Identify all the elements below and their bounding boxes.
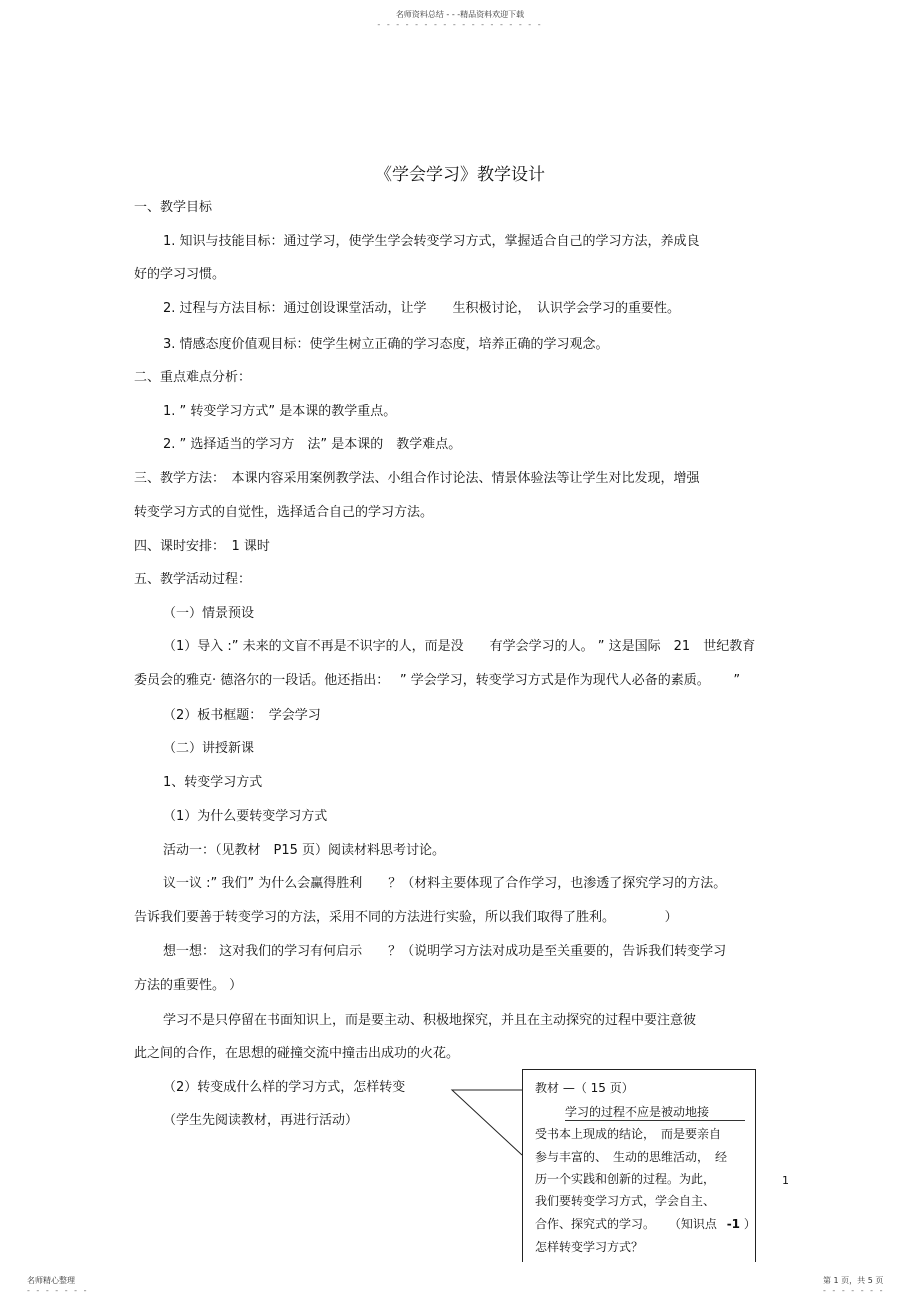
- paragraph-line: （1）为什么要转变学习方式: [163, 809, 328, 824]
- paragraph-line: 1. 知识与技能目标：通过学习，使学生学会转变学习方式，掌握适合自己的学习方法，养成良: [163, 234, 700, 249]
- callout-text: 合作、探究式的学习。: [535, 1217, 656, 1231]
- footer-left-text: 名师精心整理: [27, 1276, 75, 1285]
- paragraph-line: 1. ” 转变学习方式” 是本课的教学重点。: [163, 404, 397, 419]
- paragraph-line: 告诉我们要善于转变学习的方法，采用不同的方法进行实验，所以我们取得了胜利。 ）: [134, 910, 678, 925]
- subsection-heading: （一）情景预设: [163, 606, 255, 621]
- paragraph-line: 活动一：（见教材 P15 页）阅读材料思考讨论。: [163, 843, 446, 858]
- section-heading: 五、教学活动过程：: [134, 572, 252, 587]
- paragraph-line: 好的学习习惯。: [134, 267, 226, 282]
- callout-text: （知识点: [668, 1217, 717, 1231]
- callout-title: 教材 —（ 15 页）: [535, 1081, 634, 1095]
- paragraph-line: 委员会的雅克· 德洛尔的一段话。他还指出： ” 学会学习，转变学习方式是作为现代人必备的素质。 ”: [134, 673, 741, 688]
- paragraph-line: 方法的重要性。 ）: [134, 978, 243, 993]
- paragraph-line: （学生先阅读教材，再进行活动）: [163, 1113, 359, 1128]
- section-heading: 二、重点难点分析：: [134, 370, 252, 385]
- header-dots: - - - - - - - - - - - - - - - - - -: [377, 20, 543, 29]
- paragraph-line: 议一议 :” 我们” 为什么会赢得胜利 ？（材料主要体现了合作学习，也渗透了探究学习的方法。: [163, 876, 727, 891]
- page-number: 1: [782, 1174, 789, 1187]
- footer-page-count: 第 1 页，共 5 页: [823, 1276, 884, 1285]
- callout-line: 我们要转变学习方式，学会自主、: [535, 1194, 716, 1208]
- subsection-heading: （二）讲授新课: [163, 741, 255, 756]
- paragraph-line: 想一想： 这对我们的学习有何启示 ？（说明学习方法对成功是至关重要的，告诉我们转变学习: [163, 944, 727, 959]
- paragraph-line: （1）导入 :” 未来的文盲不再是不识字的人，而是没 有学会学习的人。 ” 这是国际 21 世纪教育: [163, 639, 756, 654]
- paragraph-line: 学习不是只停留在书面知识上，而是要主动、积极地探究，并且在主动探究的过程中要注意彼: [163, 1013, 697, 1028]
- knowledge-point-number: -1: [726, 1217, 741, 1231]
- paragraph-line: 此之间的合作，在思想的碰撞交流中撞击出成功的火花。: [134, 1046, 460, 1061]
- paragraph-line: （2）转变成什么样的学习方式，怎样转变: [163, 1080, 406, 1095]
- callout-line: 参与丰富的、 生动的思维活动， 经: [535, 1150, 728, 1164]
- section-heading: 四、课时安排： 1 课时: [134, 539, 270, 554]
- paragraph-line: 转变学习方式的自觉性，选择适合自己的学习方法。: [134, 505, 434, 520]
- callout-line: 学习的过程不应是被动地接: [565, 1103, 745, 1121]
- footer-right: [823, 1275, 884, 1295]
- footer-dots: - - - - - - -: [823, 1286, 885, 1295]
- document-title: 《学会学习》教学设计: [375, 165, 545, 185]
- callout-line: 怎样转变学习方式？: [535, 1240, 644, 1254]
- footer-left: [27, 1275, 88, 1295]
- callout-line: [535, 1215, 756, 1232]
- callout-text: ）: [743, 1217, 756, 1231]
- callout-line: 受书本上现成的结论， 而是要亲自: [535, 1127, 722, 1141]
- callout-pointer: [450, 1080, 530, 1160]
- footer-dots: - - - - - - -: [27, 1286, 89, 1295]
- page-header: [0, 9, 920, 29]
- paragraph-line: （2）板书框题： 学会学习: [163, 708, 321, 723]
- callout-line: 历一个实践和创新的过程。为此，: [535, 1172, 716, 1186]
- section-heading: 一、教学目标: [134, 200, 213, 215]
- section-heading: 三、教学方法： 本课内容采用案例教学法、小组合作讨论法、情景体验法等让学生对比发现，增强: [134, 471, 700, 486]
- paragraph-line: 2. ” 选择适当的学习方 法” 是本课的 教学难点。: [163, 437, 462, 452]
- paragraph-line: 1、转变学习方式: [163, 775, 263, 790]
- paragraph-line: 2. 过程与方法目标：通过创设课堂活动，让学 生积极讨论， 认识学会学习的重要性。: [163, 301, 681, 316]
- header-text: 名师资料总结 - - -精品资料欢迎下载: [395, 10, 525, 19]
- textbook-callout-box: [522, 1069, 756, 1262]
- paragraph-line: 3. 情感态度价值观目标：使学生树立正确的学习态度，培养正确的学习观念。: [163, 337, 609, 352]
